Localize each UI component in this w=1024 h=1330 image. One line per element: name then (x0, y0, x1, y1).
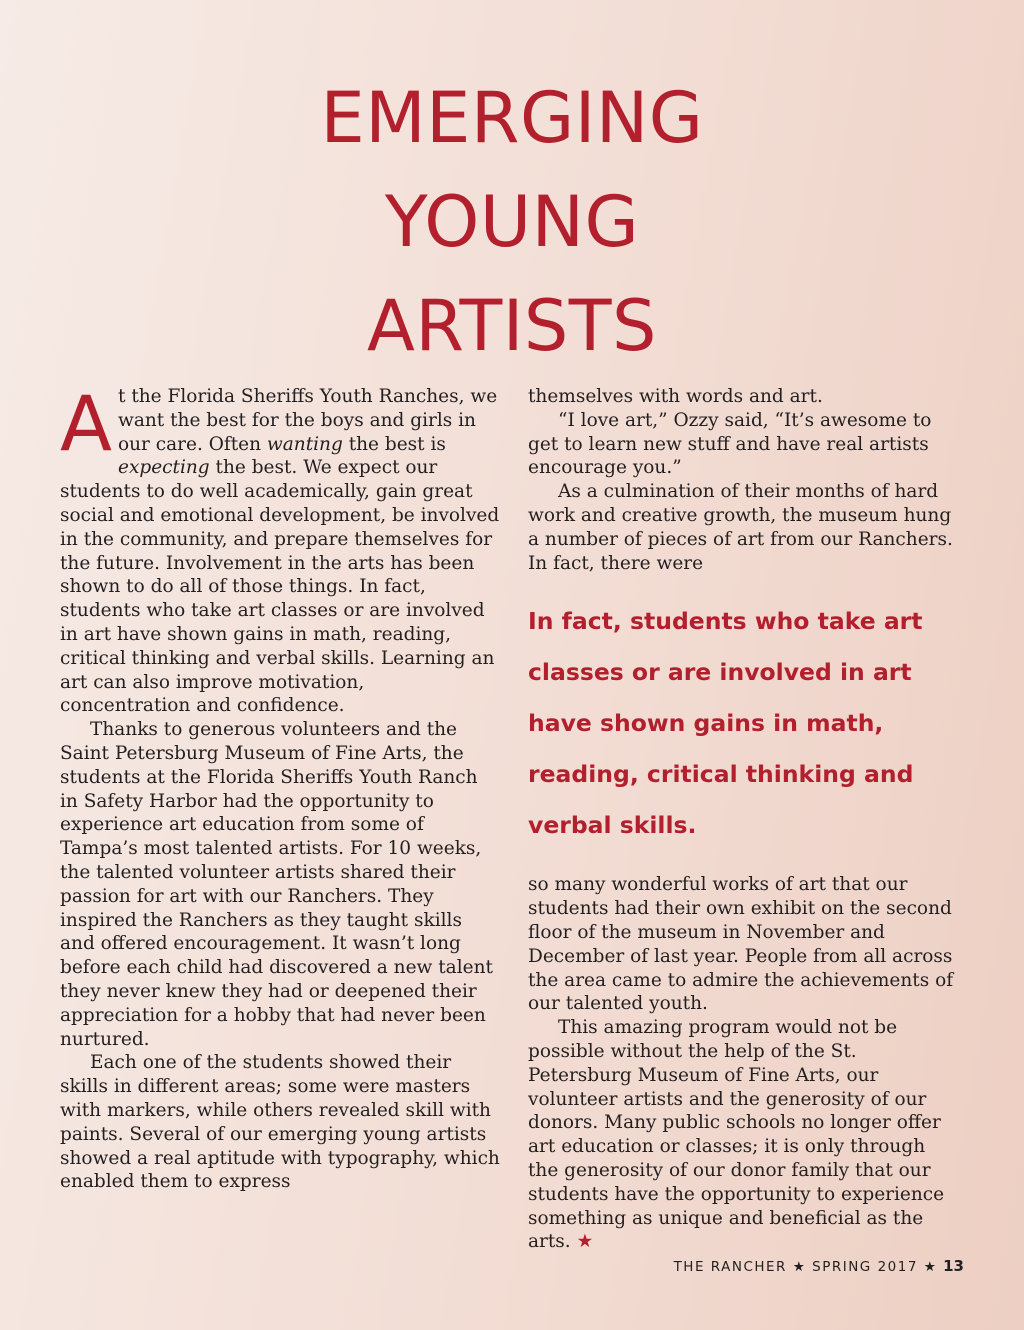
page-number: 13 (943, 1257, 964, 1275)
page-footer (674, 1257, 964, 1275)
footer-star-icon-2: ★ (923, 1259, 938, 1275)
title-line-2: YOUNG (384, 181, 640, 263)
p1-emphasis-expecting: expecting (118, 457, 210, 479)
p1-text-a: t the Florida Sheriffs Youth Ranches, we want the best for the boys and girls in our care. Often (118, 386, 498, 455)
paragraph-6-text: This amazing program would not be possible without the help of the St. Petersburg Museum of Fine Arts, our volunteer artists and the generosity of our donors. Many public schools no longer offer art education or classes; it is only through the generosity of our donor family that our students have the opportunity to experience something as unique and beneficial as the arts. (528, 1017, 945, 1253)
paragraph-2: Thanks to generous volunteers and the Saint Petersburg Museum of Fine Arts, the students at the Florida Sheriffs Youth Ranch in Safety Harbor had the opportunity to experience art education from some of Tampa’s most talented artists. For 10 weeks, the talented volunteer artists shared their passion for art with our Ranchers. They inspired the Ranchers as they taught skills and offered encouragement. It wasn’t long before each child had discovered a new talent they never knew they had or deepened their appreciation for a hobby that had never been nurtured. (60, 719, 493, 1050)
end-star-icon: ★ (576, 1231, 594, 1253)
article-title (0, 66, 1024, 378)
left-column (60, 379, 500, 1194)
footer-issue: SPRING 2017 (812, 1259, 918, 1275)
p1-text-c: the best. We expect our students to do well academically, gain great social and emotional development, be involved in the community, and prepare themselves for the future. Involvement in the arts has been shown to do all of those things. In fact, students who take art classes or are involved in art have shown gains in math, reading, critical thinking and verbal skills. Learning an art can also improve motivation, concentration and confidence. (60, 457, 500, 717)
paragraph-5-continued: so many wonderful works of art that our students had their own exhibit on the second floor of the museum in November and December of last year. People from all across the area came to admire the achievements of our talented youth. (528, 874, 954, 1015)
pull-quote: In fact, students who take art classes or are involved in art have shown gains in math, reading, critical thinking and verbal skills. (528, 607, 923, 840)
paragraph-4-quote: “I love art,” Ozzy said, “It’s awesome to get to learn new stuff and have real artists encourage you.” (528, 409, 932, 479)
drop-cap: A (60, 379, 112, 468)
title-line-3: ARTISTS (367, 285, 657, 367)
footer-star-icon: ★ (792, 1259, 807, 1275)
paragraph-5: As a culmination of their months of hard work and creative growth, the museum hung a number of pieces of art from our Ranchers. In fact, there were (528, 481, 953, 574)
paragraph-6 (528, 1016, 958, 1254)
p1-text-b: the best is (342, 433, 446, 455)
paragraph-3-continued: themselves with words and art. (528, 386, 823, 407)
right-column (528, 385, 958, 1254)
p1-emphasis-wanting: wanting (266, 433, 343, 455)
footer-publication: THE RANCHER (673, 1259, 787, 1275)
paragraph-1 (60, 379, 500, 718)
paragraph-3: Each one of the students showed their skills in different areas; some were masters with markers, while others revealed skill with paints. Several of our emerging young artists showed a real aptitude with typography, which enabled them to express (60, 1052, 500, 1193)
title-line-1: EMERGING (320, 77, 704, 159)
